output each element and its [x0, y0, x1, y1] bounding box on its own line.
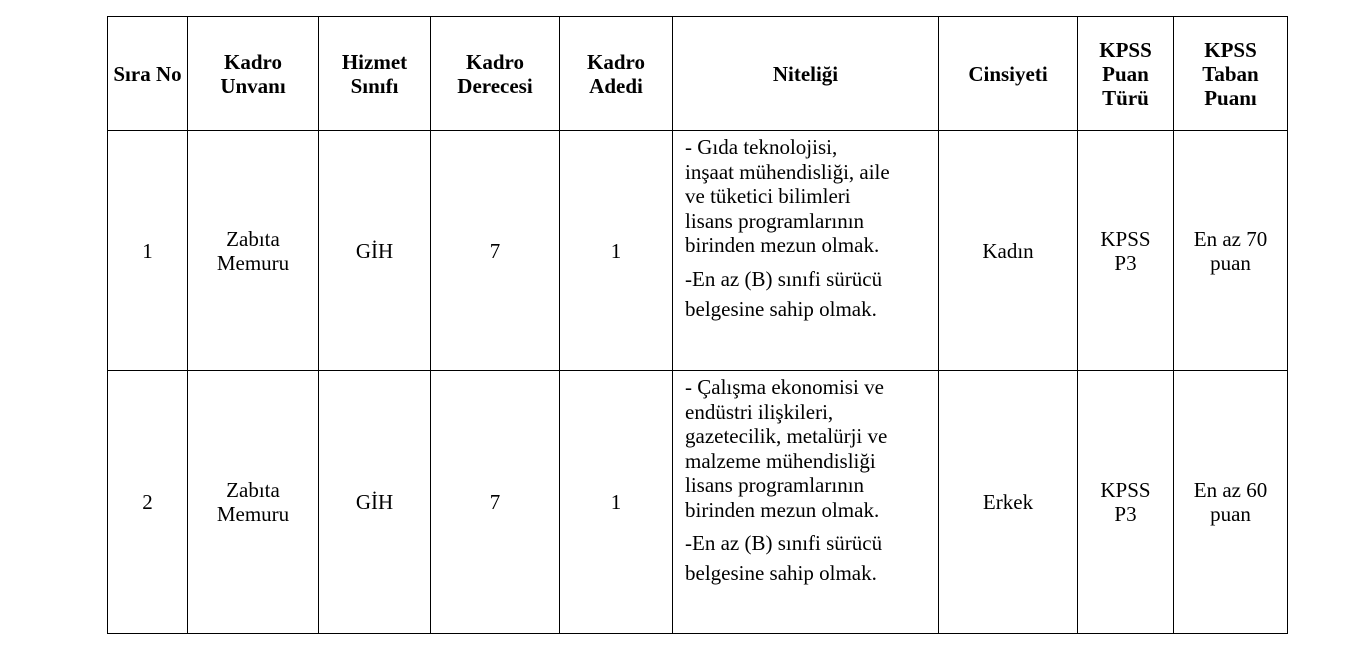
header-kpss-puan-turu: KPSS Puan Türü	[1078, 17, 1174, 131]
kadro-table	[107, 16, 1288, 634]
nitelik-text: -En az (B) sınıfi sürücü belgesine sahip olmak.	[685, 531, 883, 585]
cell-taban: En az 60 puan	[1174, 371, 1288, 634]
header-niteligi: Niteliği	[673, 17, 939, 131]
cell-sira: 2	[108, 371, 188, 634]
header-kadro-derecesi: Kadro Derecesi	[431, 17, 560, 131]
cell-taban: En az 70 puan	[1174, 131, 1288, 371]
cell-sira: 1	[108, 131, 188, 371]
cell-puan-turu: KPSS P3	[1078, 371, 1174, 634]
cell-unvan: Zabıta Memuru	[188, 371, 319, 634]
cell-cinsiyet: Kadın	[939, 131, 1078, 371]
header-kpss-taban-puani: KPSS Taban Puanı	[1174, 17, 1288, 131]
table-row	[108, 131, 1288, 371]
header-kadro-adedi: Kadro Adedi	[560, 17, 673, 131]
cell-derece: 7	[431, 371, 560, 634]
nitelik-text: - Gıda teknolojisi, inşaat mühendisliği, aile ve tüketici bilimleri lisans programlarının birinden mezun olmak.	[685, 135, 890, 257]
cell-adet: 1	[560, 371, 673, 634]
header-row	[108, 17, 1288, 131]
header-sira-no: Sıra No	[108, 17, 188, 131]
cell-cinsiyet: Erkek	[939, 371, 1078, 634]
nitelik-text: -En az (B) sınıfi sürücü belgesine sahip olmak.	[685, 266, 883, 321]
cell-adet: 1	[560, 131, 673, 371]
cell-nitelik	[673, 371, 939, 634]
cell-unvan: Zabıta Memuru	[188, 131, 319, 371]
table-row	[108, 371, 1288, 634]
header-kadro-unvani: Kadro Unvanı	[188, 17, 319, 131]
header-cinsiyeti: Cinsiyeti	[939, 17, 1078, 131]
cell-sinif: GİH	[319, 371, 431, 634]
nitelik-text: - Çalışma ekonomisi ve endüstri ilişkileri, gazetecilik, metalürji ve malzeme mühendisliği lisans programlarının birinden mezun olmak.	[685, 375, 888, 522]
cell-sinif: GİH	[319, 131, 431, 371]
header-hizmet-sinifi: Hizmet Sınıfı	[319, 17, 431, 131]
cell-derece: 7	[431, 131, 560, 371]
cell-puan-turu: KPSS P3	[1078, 131, 1174, 371]
cell-nitelik	[673, 131, 939, 371]
